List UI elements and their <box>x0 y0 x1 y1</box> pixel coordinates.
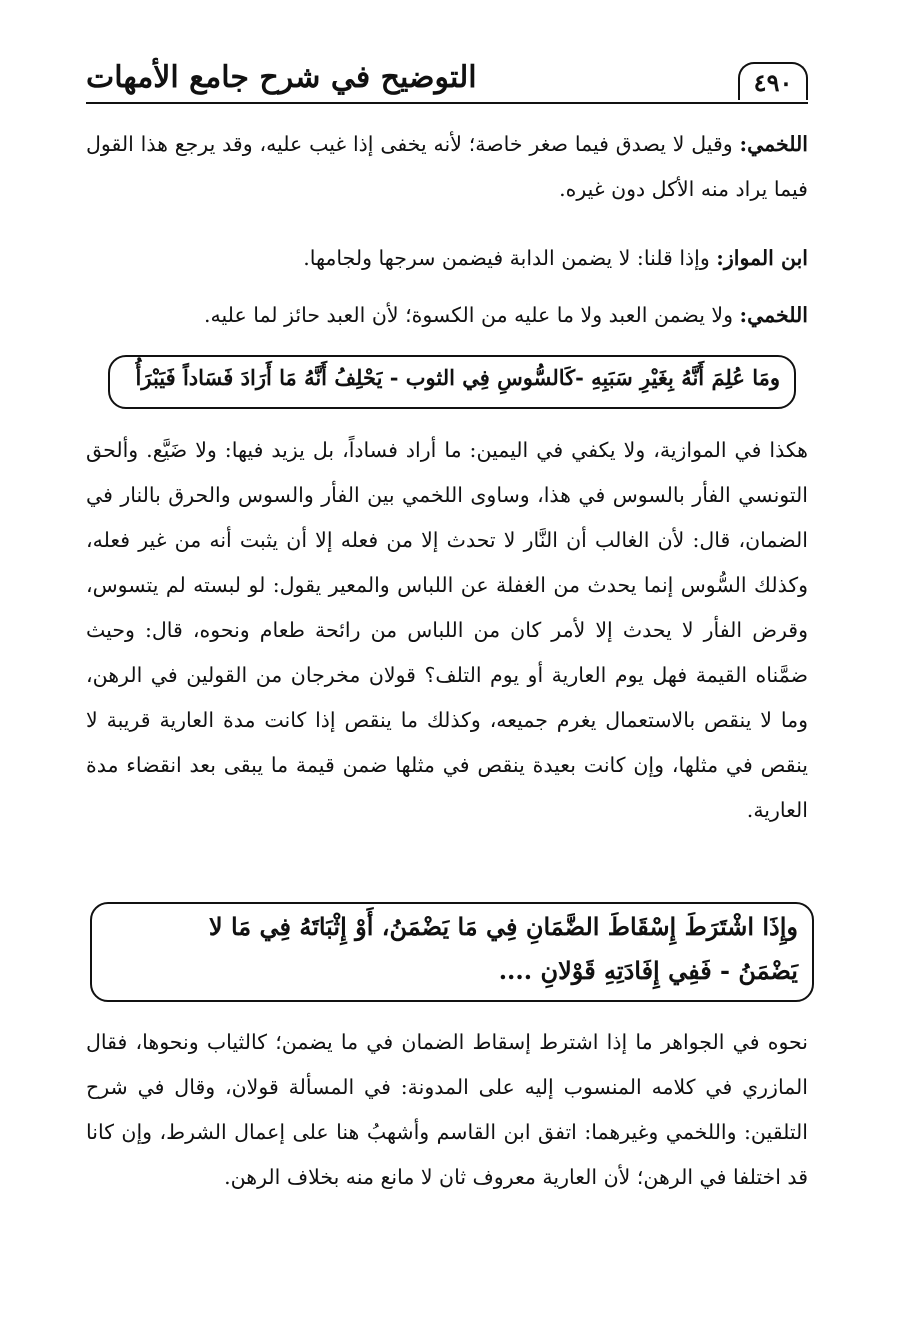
running-title: التوضيح في شرح جامع الأمهات <box>86 60 477 95</box>
paragraph-text: وقيل لا يصدق فيما صغر خاصة؛ لأنه يخفى إذا غيب عليه، وقد يرجع هذا القول فيما يراد منه الأكل دون غيره. <box>86 132 808 201</box>
page-header <box>86 58 808 104</box>
jawahir-paragraph: نحوه في الجواهر ما إذا اشترط إسقاط الضمان في ما يضمن؛ كالثياب ونحوها، فقال المازري في كلامه المنسوب إليه على المدونة: في المسألة قولان، وقال في شرح التلقين: واللخمي وغيرهما: اتفق ابن القاسم وأشهبُ هنا على إعمال الشرط، وإن كانا قد اختلفا في الرهن؛ لأن العارية معروف ثان لا مانع منه بخلاف الرهن. <box>86 1030 808 1189</box>
paragraph-lakhmi-1 <box>86 122 808 212</box>
speaker-ibn-al-mawwaz: ابن المواز: <box>716 246 808 270</box>
speaker-lakhmi: اللخمي: <box>739 303 808 327</box>
matn-line-2: يَضْمَنُ - فَفِي إِفَادَتِهِ قَوْلانِ .... <box>498 956 798 985</box>
header-rule <box>86 102 808 104</box>
matn-box-2 <box>90 902 814 1002</box>
page-number: ٤٩٠ <box>738 62 808 100</box>
matn-text: ومَا عُلِمَ أَنَّهُ بِغَيْرِ سَبَبِهِ -كَالسُّوسِ فِي الثوب - يَحْلِفُ أَنَّهُ مَا أَرَادَ فَسَاداً فَيَبْرَأُ <box>135 365 780 390</box>
paragraph-text: وإذا قلنا: لا يضمن الدابة فيضمن سرجها ولجامها. <box>303 246 717 270</box>
speaker-lakhmi: اللخمي: <box>739 132 808 156</box>
paragraph-text: ولا يضمن العبد ولا ما عليه من الكسوة؛ لأن العبد حائز لما عليه. <box>203 303 740 327</box>
matn-line-1: وإِذَا اشْتَرَطَ إِسْقَاطَ الضَّمَانِ فِي مَا يَضْمَنُ، أَوْ إِثْبَاتَهُ فِي مَا لا <box>208 912 798 941</box>
paragraph-lakhmi-2 <box>86 293 808 338</box>
commentary-paragraph: هكذا في الموازية، ولا يكفي في اليمين: ما أراد فساداً، بل يزيد فيها: ولا ضَيَّع. وألحق التونسي الفأر بالسوس في هذا، وساوى اللخمي بين الفأر والسوس والحرق بالنار في الضمان، قال: لأن الغالب أن النَّار لا تحدث إلا من فعله إلا أن يثبت أنه من غير فعله، وكذلك السُّوس إنما يحدث من الغفلة عن اللباس والمعير يقول: لو لبسته لم يتسوس، وقرض الفأر لا يحدث إلا لأمر كان من اللباس من رائحة طعام ونحوه، قال: وحيث ضمَّناه القيمة فهل يوم العارية أو يوم التلف؟ قولان مخرجان من القولين في الرهن، وما لا ينقص بالاستعمال يغرم جميعه، وكذلك ما ينقص إذا كانت مدة العارية قريبة لا ينقص في مثلها، وإن كانت بعيدة ينقص في مثلها ضمن قيمة ما يبقى بعد انقضاء مدة العارية. <box>86 438 808 822</box>
matn-box-1 <box>108 355 796 409</box>
paragraph-ibn-al-mawwaz <box>86 236 808 281</box>
